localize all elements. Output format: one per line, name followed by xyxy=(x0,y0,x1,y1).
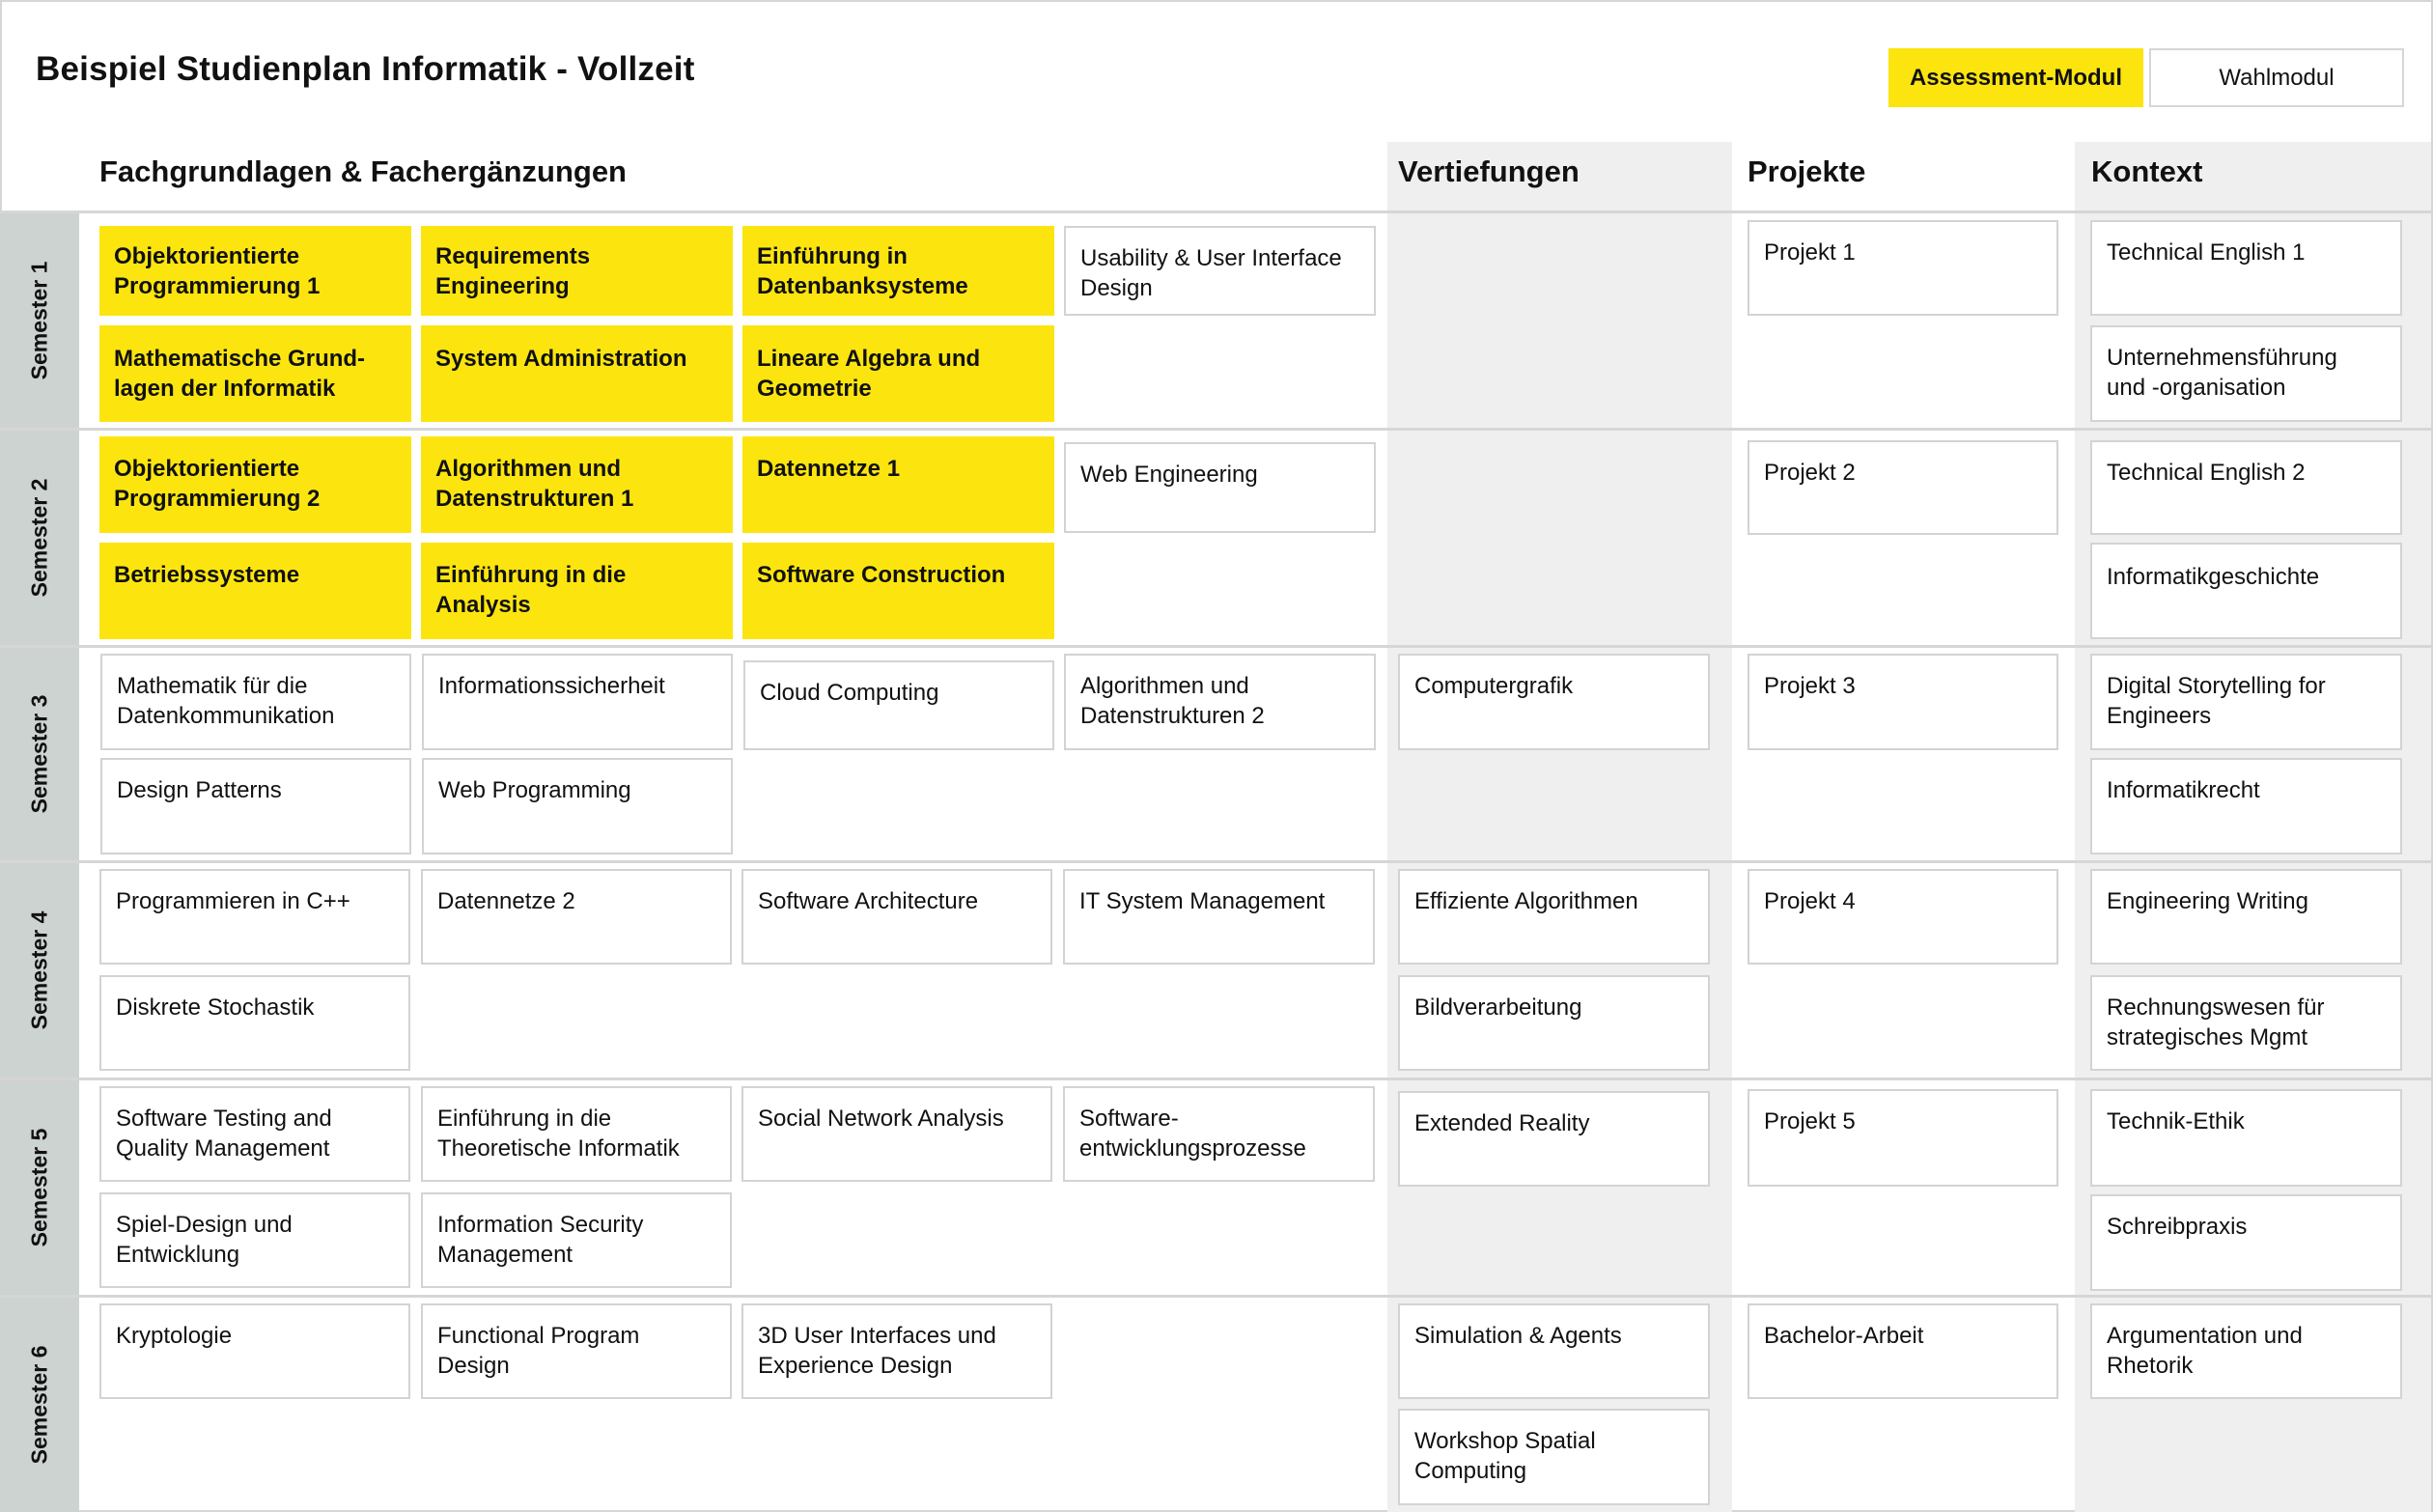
module-system-administration[interactable]: System Administration xyxy=(421,325,733,422)
module-programmieren-cpp[interactable]: Programmieren in C++ xyxy=(99,869,410,965)
semester-divider xyxy=(2,645,2431,648)
module-information-security-management[interactable]: Information Security Management xyxy=(421,1192,732,1288)
module-unternehmensfuehrung[interactable]: Unternehmensführung und -organisation xyxy=(2090,325,2402,422)
module-argumentation-rhetorik[interactable]: Argumentation und Rhetorik xyxy=(2090,1303,2402,1399)
module-projekt-1[interactable]: Projekt 1 xyxy=(1748,220,2058,316)
semester-label-4: Semester 4 xyxy=(0,863,79,1078)
module-digital-storytelling[interactable]: Digital Storytelling for Engineers xyxy=(2090,654,2402,750)
module-softwareentwicklungsprozesse[interactable]: Software- entwicklungsprozesse xyxy=(1063,1086,1375,1182)
column-header-vertiefungen: Vertiefungen xyxy=(1398,154,1580,188)
module-mathematische-grundlagen[interactable]: Mathematische Grund- lagen der Informatik xyxy=(99,325,411,422)
module-requirements-engineering[interactable]: Requirements Engineering xyxy=(421,226,733,316)
module-usability-ui-design[interactable]: Usability & User Interface Design xyxy=(1064,226,1376,316)
module-oop1[interactable]: Objektorientierte Programmierung 1 xyxy=(99,226,411,316)
module-rechnungswesen[interactable]: Rechnungswesen für strategisches Mgmt xyxy=(2090,975,2402,1071)
module-cloud-computing[interactable]: Cloud Computing xyxy=(743,660,1054,750)
column-header-projekte: Projekte xyxy=(1748,154,1866,188)
semester-divider xyxy=(2,1078,2431,1080)
semester-divider xyxy=(2,860,2431,863)
module-web-programming[interactable]: Web Programming xyxy=(422,758,733,854)
module-technical-english-1[interactable]: Technical English 1 xyxy=(2090,220,2402,316)
module-datennetze-1[interactable]: Datennetze 1 xyxy=(742,436,1054,533)
module-web-engineering[interactable]: Web Engineering xyxy=(1064,442,1376,533)
legend-assessment-modul: Assessment-Modul xyxy=(1888,48,2143,107)
module-mathematik-datenkommunikation[interactable]: Mathematik für die Datenkommunikation xyxy=(100,654,411,750)
module-analysis[interactable]: Einführung in die Analysis xyxy=(421,543,733,639)
semester-divider xyxy=(2,210,2431,213)
module-social-network-analysis[interactable]: Social Network Analysis xyxy=(741,1086,1052,1182)
module-datennetze-2[interactable]: Datennetze 2 xyxy=(421,869,732,965)
module-software-construction[interactable]: Software Construction xyxy=(742,543,1054,639)
module-engineering-writing[interactable]: Engineering Writing xyxy=(2090,869,2402,965)
module-betriebssysteme[interactable]: Betriebssysteme xyxy=(99,543,411,639)
module-projekt-5[interactable]: Projekt 5 xyxy=(1748,1089,2058,1187)
module-technical-english-2[interactable]: Technical English 2 xyxy=(2090,440,2402,535)
module-informatikgeschichte[interactable]: Informatikgeschichte xyxy=(2090,543,2402,639)
semester-label-3: Semester 3 xyxy=(0,648,79,860)
module-algorithmen-1[interactable]: Algorithmen und Datenstrukturen 1 xyxy=(421,436,733,533)
module-extended-reality[interactable]: Extended Reality xyxy=(1398,1091,1710,1187)
module-it-system-management[interactable]: IT System Management xyxy=(1063,869,1375,965)
module-functional-program-design[interactable]: Functional Program Design xyxy=(421,1303,732,1399)
semester-divider xyxy=(2,428,2431,431)
module-datenbanksysteme[interactable]: Einführung in Datenbanksysteme xyxy=(742,226,1054,316)
module-spiel-design[interactable]: Spiel-Design und Entwicklung xyxy=(99,1192,410,1288)
module-bildverarbeitung[interactable]: Bildverarbeitung xyxy=(1398,975,1710,1071)
module-technik-ethik[interactable]: Technik-Ethik xyxy=(2090,1089,2402,1187)
module-3d-user-interfaces[interactable]: 3D User Interfaces und Experience Design xyxy=(741,1303,1052,1399)
module-algorithmen-2[interactable]: Algorithmen und Datenstrukturen 2 xyxy=(1064,654,1376,750)
module-bachelor-arbeit[interactable]: Bachelor-Arbeit xyxy=(1748,1303,2058,1399)
module-software-architecture[interactable]: Software Architecture xyxy=(741,869,1052,965)
column-header-kontext: Kontext xyxy=(2091,154,2203,188)
semester-label-2: Semester 2 xyxy=(0,431,79,645)
module-computergrafik[interactable]: Computergrafik xyxy=(1398,654,1710,750)
module-diskrete-stochastik[interactable]: Diskrete Stochastik xyxy=(99,975,410,1071)
module-lineare-algebra[interactable]: Lineare Algebra und Geometrie xyxy=(742,325,1054,422)
module-theoretische-informatik[interactable]: Einführung in die Theoretische Informatik xyxy=(421,1086,732,1182)
page-title: Beispiel Studienplan Informatik - Vollzeit xyxy=(36,50,695,88)
module-effiziente-algorithmen[interactable]: Effiziente Algorithmen xyxy=(1398,869,1710,965)
semester-label-1: Semester 1 xyxy=(0,213,79,428)
module-informatikrecht[interactable]: Informatikrecht xyxy=(2090,758,2402,854)
module-kryptologie[interactable]: Kryptologie xyxy=(99,1303,410,1399)
legend-wahlmodul: Wahlmodul xyxy=(2149,48,2404,107)
module-informationssicherheit[interactable]: Informationssicherheit xyxy=(422,654,733,750)
module-software-testing[interactable]: Software Testing and Quality Management xyxy=(99,1086,410,1182)
module-oop2[interactable]: Objektorientierte Programmierung 2 xyxy=(99,436,411,533)
module-projekt-4[interactable]: Projekt 4 xyxy=(1748,869,2058,965)
module-schreibpraxis[interactable]: Schreibpraxis xyxy=(2090,1194,2402,1291)
module-projekt-3[interactable]: Projekt 3 xyxy=(1748,654,2058,750)
semester-label-5: Semester 5 xyxy=(0,1080,79,1295)
module-projekt-2[interactable]: Projekt 2 xyxy=(1748,440,2058,535)
semester-divider xyxy=(2,1295,2431,1298)
module-workshop-spatial-computing[interactable]: Workshop Spatial Computing xyxy=(1398,1409,1710,1505)
module-simulation-agents[interactable]: Simulation & Agents xyxy=(1398,1303,1710,1399)
semester-label-6: Semester 6 xyxy=(0,1298,79,1512)
column-header-fachgrundlagen: Fachgrundlagen & Fachergänzungen xyxy=(99,154,627,188)
module-design-patterns[interactable]: Design Patterns xyxy=(100,758,411,854)
